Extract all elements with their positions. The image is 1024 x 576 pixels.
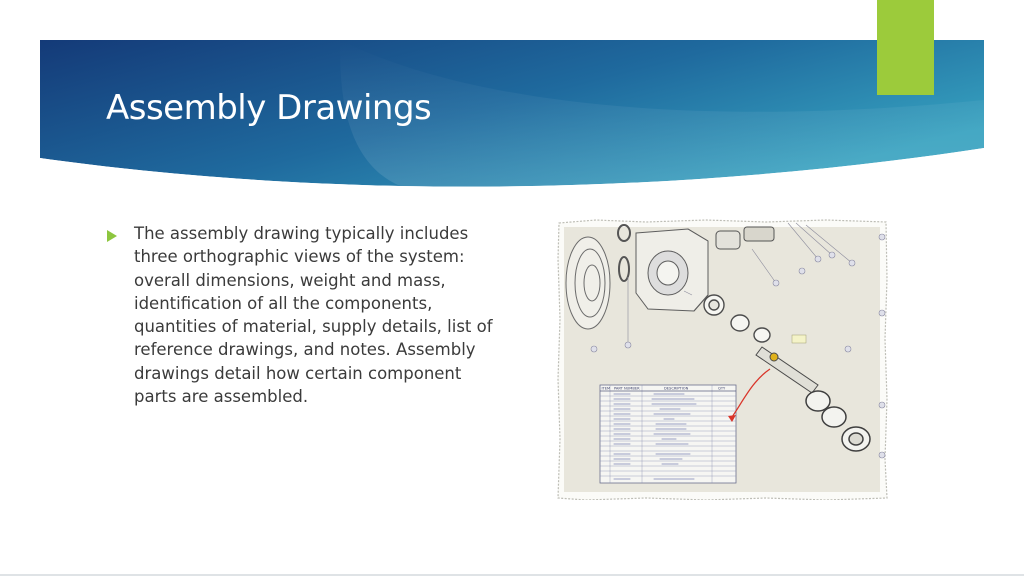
assembly-drawing-illustration: [556, 219, 888, 500]
gearbox-housing: [636, 229, 708, 311]
bullet-arrow-icon: [107, 230, 117, 242]
flange-part: [566, 237, 610, 329]
assembly-drawing-image: [556, 219, 888, 500]
parts-list-header-part-number: PART NUMBER: [614, 386, 640, 391]
slide-title: Assembly Drawings: [106, 88, 432, 128]
parts-list-table: [600, 385, 736, 483]
parts-list-header-qty: QTY: [718, 386, 726, 391]
parts-list-header-item: ITEM: [601, 386, 611, 391]
bullet-text: The assembly drawing typically includes three orthographic views of the system: overall dimensions, weight and mass, identification of all the components, quantities of material, supply details, list of reference drawings, and notes. Assembly drawings detail how certain component parts are assembled.: [134, 224, 493, 407]
parts-list-header-description: DESCRIPTION: [664, 386, 689, 391]
accent-tab: [877, 0, 934, 95]
